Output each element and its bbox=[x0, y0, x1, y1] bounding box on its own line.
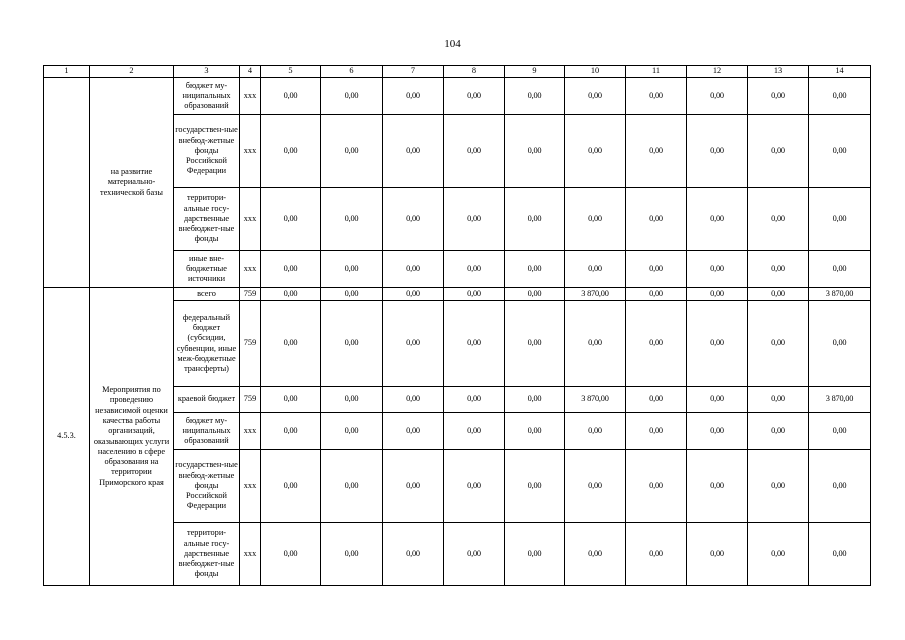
amount-cell: 0,00 bbox=[444, 301, 505, 387]
amount-cell: 0,00 bbox=[626, 288, 687, 301]
amount-cell: 0,00 bbox=[321, 188, 383, 251]
budget-table bbox=[43, 65, 871, 586]
column-number: 4 bbox=[240, 66, 261, 78]
budget-code: xxx bbox=[240, 450, 261, 523]
amount-cell: 0,00 bbox=[261, 387, 321, 413]
budget-code: xxx bbox=[240, 251, 261, 288]
amount-cell: 0,00 bbox=[261, 523, 321, 586]
amount-cell: 0,00 bbox=[687, 251, 748, 288]
funding-source: территори-альные госу-дарственные внебюджет-ные фонды bbox=[174, 523, 240, 586]
budget-code: 759 bbox=[240, 387, 261, 413]
amount-cell: 0,00 bbox=[444, 188, 505, 251]
amount-cell: 0,00 bbox=[321, 288, 383, 301]
amount-cell: 3 870,00 bbox=[809, 387, 871, 413]
amount-cell: 0,00 bbox=[321, 387, 383, 413]
budget-code: 759 bbox=[240, 301, 261, 387]
amount-cell: 0,00 bbox=[687, 115, 748, 188]
amount-cell: 0,00 bbox=[383, 413, 444, 450]
amount-cell: 0,00 bbox=[261, 115, 321, 188]
funding-source: бюджет му-ниципальных образований bbox=[174, 413, 240, 450]
amount-cell: 0,00 bbox=[444, 288, 505, 301]
amount-cell: 0,00 bbox=[383, 288, 444, 301]
amount-cell: 0,00 bbox=[748, 301, 809, 387]
amount-cell: 0,00 bbox=[321, 301, 383, 387]
amount-cell: 0,00 bbox=[444, 78, 505, 115]
amount-cell: 0,00 bbox=[626, 387, 687, 413]
amount-cell: 0,00 bbox=[444, 251, 505, 288]
budget-code: xxx bbox=[240, 78, 261, 115]
amount-cell: 0,00 bbox=[383, 387, 444, 413]
amount-cell: 0,00 bbox=[505, 188, 565, 251]
column-number: 7 bbox=[383, 66, 444, 78]
amount-cell: 0,00 bbox=[748, 288, 809, 301]
amount-cell: 3 870,00 bbox=[565, 288, 626, 301]
amount-cell: 0,00 bbox=[565, 301, 626, 387]
amount-cell: 0,00 bbox=[809, 413, 871, 450]
amount-cell: 0,00 bbox=[444, 450, 505, 523]
amount-cell: 0,00 bbox=[687, 387, 748, 413]
amount-cell: 0,00 bbox=[321, 251, 383, 288]
funding-source: краевой бюджет bbox=[174, 387, 240, 413]
amount-cell: 0,00 bbox=[261, 78, 321, 115]
amount-cell: 0,00 bbox=[321, 450, 383, 523]
amount-cell: 0,00 bbox=[261, 301, 321, 387]
budget-code: xxx bbox=[240, 413, 261, 450]
amount-cell: 0,00 bbox=[505, 413, 565, 450]
amount-cell: 0,00 bbox=[444, 413, 505, 450]
amount-cell: 0,00 bbox=[687, 413, 748, 450]
amount-cell: 0,00 bbox=[748, 115, 809, 188]
amount-cell: 0,00 bbox=[261, 450, 321, 523]
funding-source: государствен-ные внебюд-жетные фонды Российской Федерации bbox=[174, 450, 240, 523]
budget-code: xxx bbox=[240, 523, 261, 586]
column-number: 6 bbox=[321, 66, 383, 78]
amount-cell: 0,00 bbox=[321, 115, 383, 188]
amount-cell: 0,00 bbox=[687, 188, 748, 251]
amount-cell: 0,00 bbox=[809, 115, 871, 188]
amount-cell: 0,00 bbox=[565, 115, 626, 188]
amount-cell: 0,00 bbox=[505, 288, 565, 301]
item-number bbox=[44, 78, 90, 288]
amount-cell: 0,00 bbox=[383, 78, 444, 115]
column-number: 1 bbox=[44, 66, 90, 78]
page-number: 104 bbox=[444, 38, 461, 50]
amount-cell: 0,00 bbox=[321, 78, 383, 115]
item-name: Мероприятия по проведению независимой оценки качества работы организаций, оказывающих услуги населению в сфере образования на территории Приморского края bbox=[90, 288, 174, 586]
budget-code: xxx bbox=[240, 115, 261, 188]
amount-cell: 0,00 bbox=[748, 450, 809, 523]
item-number: 4.5.3. bbox=[44, 288, 90, 586]
amount-cell: 0,00 bbox=[505, 78, 565, 115]
amount-cell: 0,00 bbox=[626, 78, 687, 115]
amount-cell: 0,00 bbox=[565, 523, 626, 586]
amount-cell: 0,00 bbox=[687, 450, 748, 523]
budget-code: xxx bbox=[240, 188, 261, 251]
amount-cell: 0,00 bbox=[687, 523, 748, 586]
amount-cell: 0,00 bbox=[383, 251, 444, 288]
funding-source: федеральный бюджет (субсидии, субвенции, иные меж-бюджетные трансферты) bbox=[174, 301, 240, 387]
column-number: 3 bbox=[174, 66, 240, 78]
table-row bbox=[44, 78, 871, 115]
amount-cell: 0,00 bbox=[261, 288, 321, 301]
amount-cell: 0,00 bbox=[444, 115, 505, 188]
amount-cell: 0,00 bbox=[505, 115, 565, 188]
column-number: 9 bbox=[505, 66, 565, 78]
budget-code: 759 bbox=[240, 288, 261, 301]
amount-cell: 0,00 bbox=[748, 78, 809, 115]
amount-cell: 0,00 bbox=[626, 450, 687, 523]
amount-cell: 0,00 bbox=[626, 188, 687, 251]
funding-source: иные вне-бюджетные источники bbox=[174, 251, 240, 288]
amount-cell: 0,00 bbox=[383, 523, 444, 586]
amount-cell: 0,00 bbox=[444, 387, 505, 413]
amount-cell: 0,00 bbox=[565, 188, 626, 251]
column-number: 5 bbox=[261, 66, 321, 78]
column-number: 2 bbox=[90, 66, 174, 78]
column-number: 8 bbox=[444, 66, 505, 78]
amount-cell: 0,00 bbox=[687, 288, 748, 301]
amount-cell: 0,00 bbox=[626, 413, 687, 450]
amount-cell: 0,00 bbox=[383, 188, 444, 251]
amount-cell: 0,00 bbox=[748, 188, 809, 251]
amount-cell: 0,00 bbox=[321, 413, 383, 450]
amount-cell: 0,00 bbox=[626, 115, 687, 188]
amount-cell: 0,00 bbox=[687, 78, 748, 115]
amount-cell: 0,00 bbox=[748, 413, 809, 450]
amount-cell: 0,00 bbox=[565, 78, 626, 115]
funding-source: бюджет му-ниципальных образований bbox=[174, 78, 240, 115]
amount-cell: 0,00 bbox=[809, 78, 871, 115]
amount-cell: 0,00 bbox=[505, 251, 565, 288]
amount-cell: 0,00 bbox=[383, 301, 444, 387]
amount-cell: 0,00 bbox=[626, 523, 687, 586]
amount-cell: 0,00 bbox=[261, 251, 321, 288]
amount-cell: 0,00 bbox=[809, 251, 871, 288]
table-row bbox=[44, 288, 871, 301]
amount-cell: 0,00 bbox=[626, 301, 687, 387]
amount-cell: 0,00 bbox=[505, 301, 565, 387]
amount-cell: 3 870,00 bbox=[565, 387, 626, 413]
amount-cell: 0,00 bbox=[565, 450, 626, 523]
funding-source: территори-альные госу-дарственные внебюджет-ные фонды bbox=[174, 188, 240, 251]
amount-cell: 0,00 bbox=[809, 523, 871, 586]
amount-cell: 0,00 bbox=[565, 413, 626, 450]
column-number: 13 bbox=[748, 66, 809, 78]
amount-cell: 0,00 bbox=[505, 387, 565, 413]
amount-cell: 0,00 bbox=[505, 523, 565, 586]
amount-cell: 0,00 bbox=[809, 450, 871, 523]
amount-cell: 3 870,00 bbox=[809, 288, 871, 301]
amount-cell: 0,00 bbox=[444, 523, 505, 586]
funding-source: государствен-ные внебюд-жетные фонды Российской Федерации bbox=[174, 115, 240, 188]
amount-cell: 0,00 bbox=[626, 251, 687, 288]
amount-cell: 0,00 bbox=[809, 301, 871, 387]
amount-cell: 0,00 bbox=[687, 301, 748, 387]
column-number: 11 bbox=[626, 66, 687, 78]
amount-cell: 0,00 bbox=[505, 450, 565, 523]
column-number: 10 bbox=[565, 66, 626, 78]
amount-cell: 0,00 bbox=[383, 450, 444, 523]
amount-cell: 0,00 bbox=[748, 387, 809, 413]
column-number: 14 bbox=[809, 66, 871, 78]
amount-cell: 0,00 bbox=[261, 413, 321, 450]
item-name: на развитие материально-технической базы bbox=[90, 78, 174, 288]
column-number: 12 bbox=[687, 66, 748, 78]
column-number-row bbox=[44, 66, 871, 78]
amount-cell: 0,00 bbox=[321, 523, 383, 586]
funding-source: всего bbox=[174, 288, 240, 301]
amount-cell: 0,00 bbox=[748, 523, 809, 586]
amount-cell: 0,00 bbox=[383, 115, 444, 188]
amount-cell: 0,00 bbox=[809, 188, 871, 251]
amount-cell: 0,00 bbox=[748, 251, 809, 288]
amount-cell: 0,00 bbox=[261, 188, 321, 251]
amount-cell: 0,00 bbox=[565, 251, 626, 288]
